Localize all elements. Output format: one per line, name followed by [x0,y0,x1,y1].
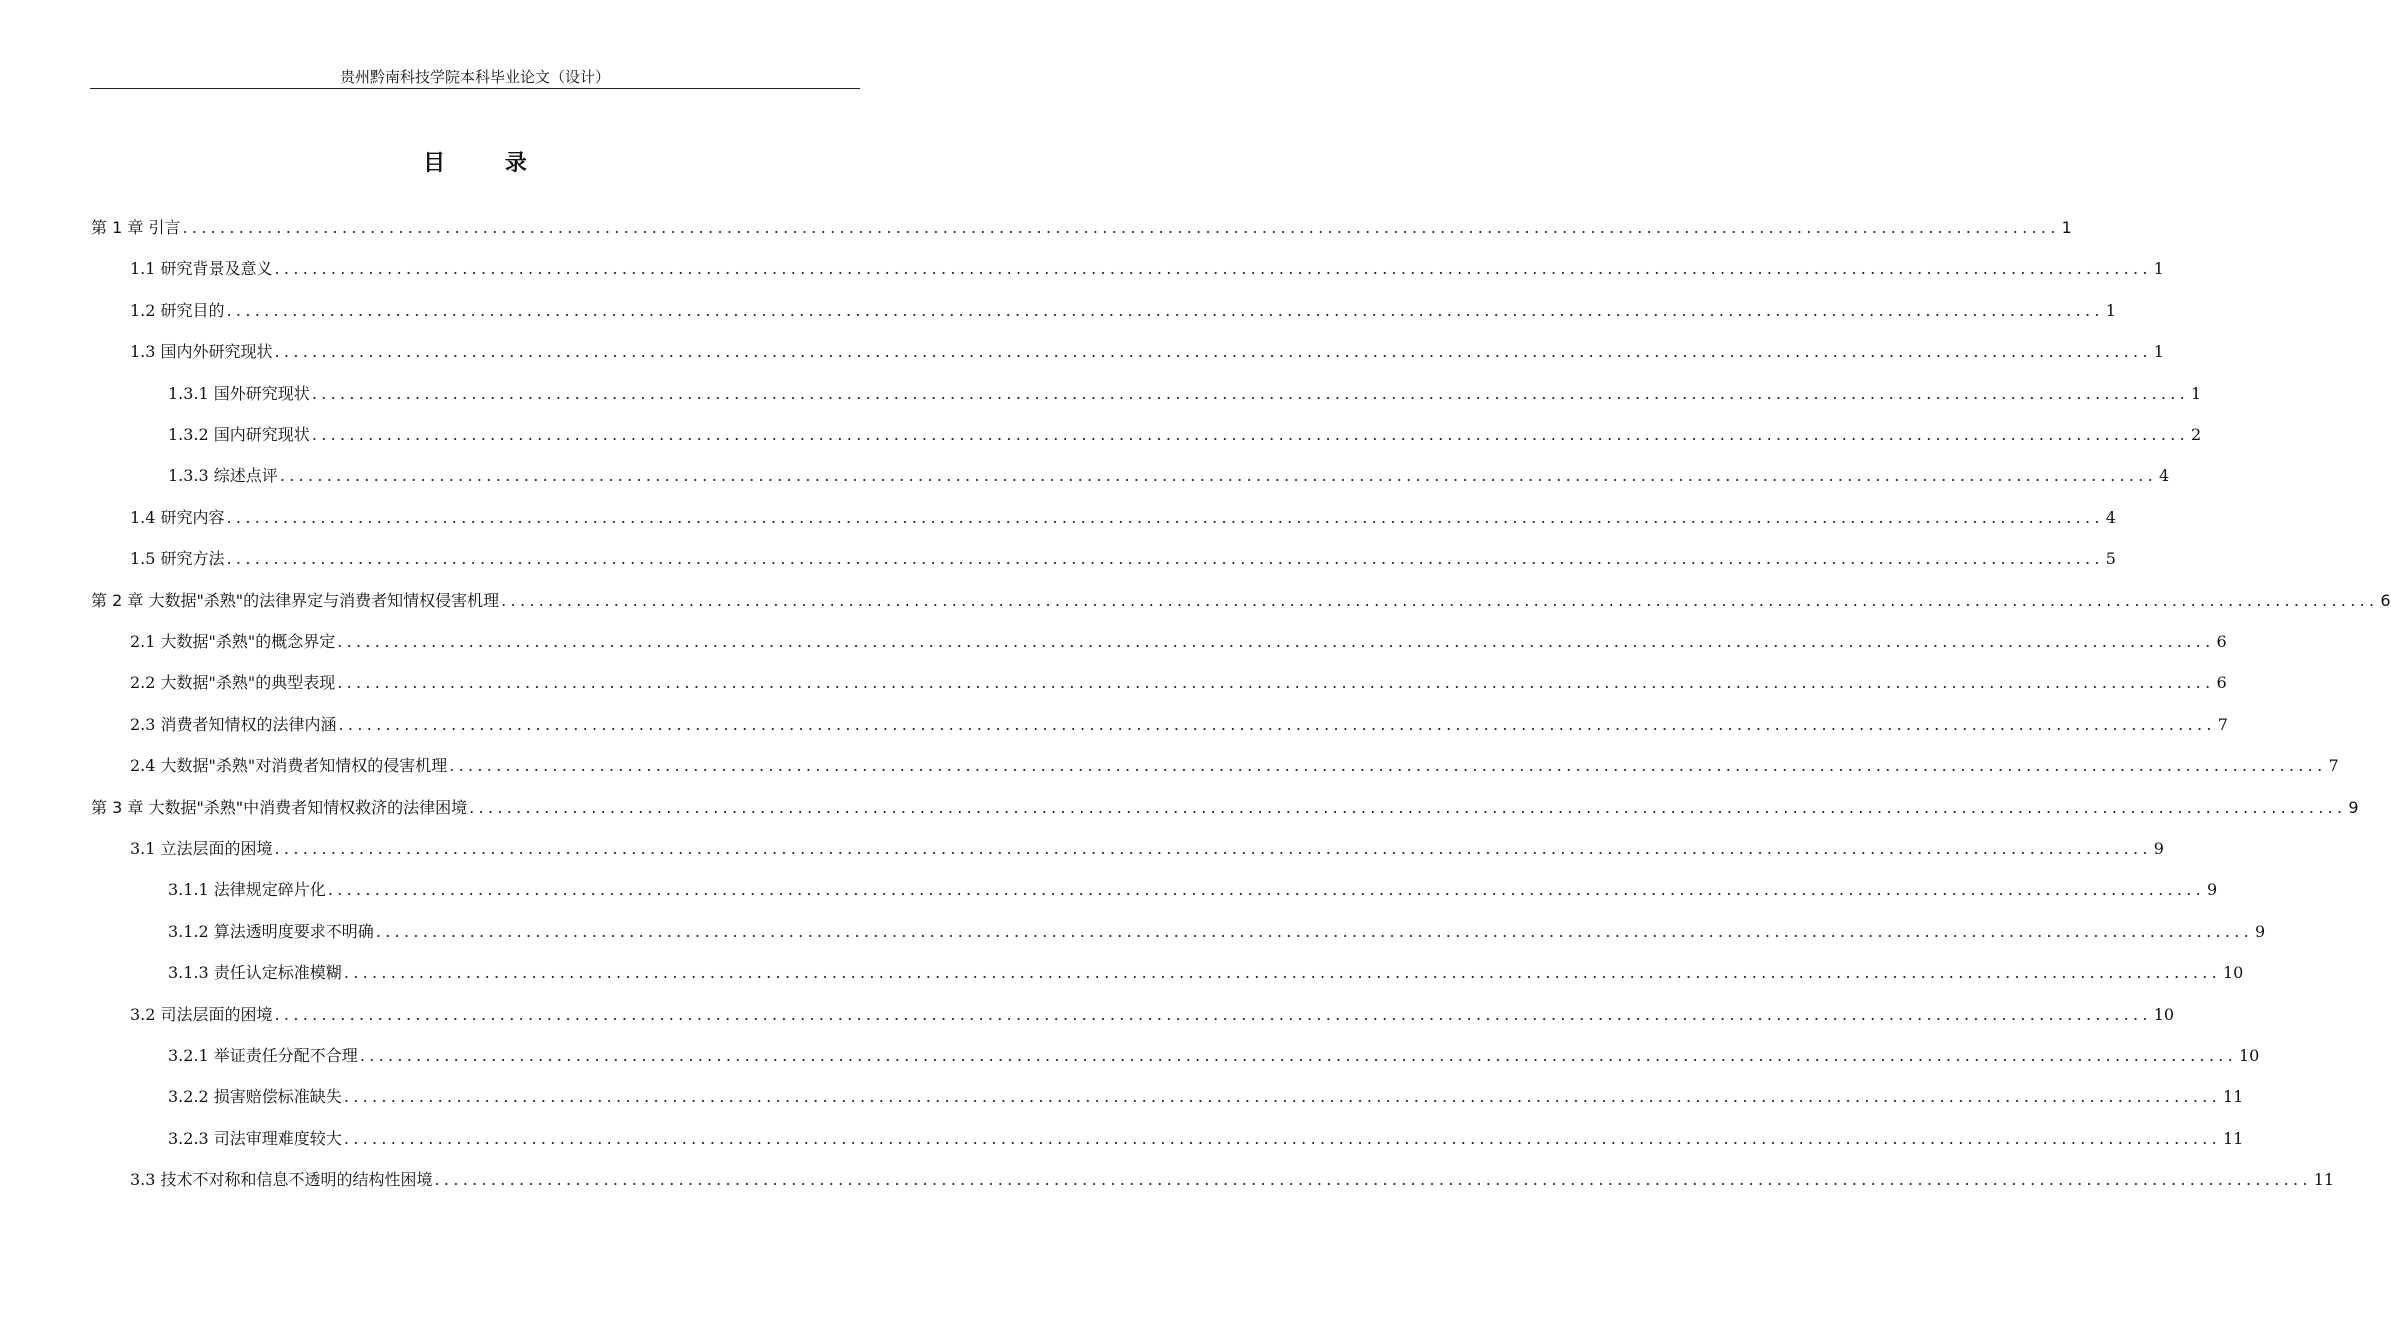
toc-entry[interactable] [130,630,2227,654]
toc-leader-dots: ........................................................................................................................................................................................................ [337,673,2215,692]
toc-entry-page: 9 [2207,880,2218,899]
toc-leader-dots: ........................................................................................................................................................................................................ [274,1005,2152,1024]
toc-entry[interactable] [130,506,2116,530]
toc-entry-page: 1 [2153,259,2164,278]
toc-entry[interactable] [130,1168,2335,1192]
toc-leader-dots: ........................................................................................................................................................................................................ [274,259,2152,278]
toc-entry-title: 3.1.1 法律规定碎片化 [168,880,326,899]
toc-entry-page: 6 [2380,591,2391,610]
toc-entry-page: 5 [2105,549,2116,568]
toc-entry-title: 1.3.2 国内研究现状 [168,425,310,444]
toc-entry[interactable] [130,547,2116,571]
toc-entry-page: 9 [2153,839,2164,858]
toc-entry-title: 2.1 大数据"杀熟"的概念界定 [130,632,336,651]
toc-entry-title: 3.1 立法层面的困境 [130,839,273,858]
toc-entry-page: 1 [2105,301,2116,320]
toc-entry[interactable] [168,1044,2260,1068]
toc-entry-title: 1.5 研究方法 [130,549,225,568]
toc-entry-page: 7 [2328,756,2339,775]
toc-entry-title: 第 2 章 大数据"杀熟"的法律界定与消费者知情权侵害机理 [91,591,500,610]
toc-entry-title: 1.1 研究背景及意义 [130,259,273,278]
toc-entry[interactable] [130,257,2164,281]
toc-entry-page: 4 [2105,508,2116,527]
toc-entry-title: 3.2.2 损害赔偿标准缺失 [168,1087,342,1106]
toc-leader-dots: ........................................................................................................................................................................................................ [327,880,2205,899]
toc-entry-page: 11 [2223,1129,2244,1148]
toc-entry[interactable] [168,961,2244,985]
toc-leader-dots: ........................................................................................................................................................................................................ [359,1046,2237,1065]
toc-entry-title: 3.1.3 责任认定标准模糊 [168,963,342,982]
toc-entry-title: 3.2 司法层面的困境 [130,1005,273,1024]
toc-entry-title: 1.3.1 国外研究现状 [168,384,310,403]
toc-entry-title: 1.4 研究内容 [130,508,225,527]
toc-leader-dots: ........................................................................................................................................................................................................ [182,218,2060,237]
toc-entry[interactable] [91,589,2391,613]
toc-entry[interactable] [130,340,2164,364]
toc-entry-page: 7 [2217,715,2228,734]
toc-leader-dots: ........................................................................................................................................................................................................ [337,632,2215,651]
toc-entry[interactable] [91,796,2359,820]
toc-entry-page: 6 [2216,632,2227,651]
toc-entry[interactable] [130,671,2227,695]
toc-leader-dots: ........................................................................................................................................................................................................ [279,466,2157,485]
toc-entry-page: 9 [2255,922,2266,941]
toc-leader-dots: ........................................................................................................................................................................................................ [375,922,2253,941]
toc-entry[interactable] [168,464,2170,488]
toc-entry-page: 1 [2061,218,2072,237]
toc-entry-title: 2.4 大数据"杀熟"对消费者知情权的侵害机理 [130,756,448,775]
toc-entry[interactable] [168,423,2202,447]
toc-leader-dots: ........................................................................................................................................................................................................ [338,715,2216,734]
toc-entry-title: 3.3 技术不对称和信息不透明的结构性困境 [130,1170,433,1189]
toc-leader-dots: ........................................................................................................................................................................................................ [311,384,2189,403]
toc-entry[interactable] [130,713,2228,737]
toc-entry-page: 2 [2191,425,2202,444]
toc-entry-page: 10 [2223,963,2244,982]
toc-entry-title: 1.3 国内外研究现状 [130,342,273,361]
toc-entry-title: 1.3.3 综述点评 [168,466,278,485]
toc-entry-page: 11 [2313,1170,2335,1189]
toc-entry[interactable] [130,1003,2175,1027]
toc-entry-page: 11 [2223,1087,2244,1106]
toc-leader-dots: ........................................................................................................................................................................................................ [501,591,2379,610]
toc-entry[interactable] [91,216,2072,240]
toc-leader-dots: ........................................................................................................................................................................................................ [449,756,2327,775]
toc-entry[interactable] [168,1085,2244,1109]
page-header: 贵州黔南科技学院本科毕业论文（设计） [90,68,860,89]
toc-entry[interactable] [168,920,2266,944]
toc-entry-title: 3.2.3 司法审理难度较大 [168,1129,342,1148]
toc-entry[interactable] [130,754,2339,778]
toc-leader-dots: ........................................................................................................................................................................................................ [343,1129,2221,1148]
toc-leader-dots: ........................................................................................................................................................................................................ [274,839,2152,858]
toc-entry-title: 1.2 研究目的 [130,301,225,320]
toc-leader-dots: ........................................................................................................................................................................................................ [274,342,2152,361]
toc-entry-title: 3.1.2 算法透明度要求不明确 [168,922,374,941]
toc-entry-page: 6 [2216,673,2227,692]
toc-title: 目 录 [423,150,553,176]
toc-entry[interactable] [168,878,2218,902]
toc-entry-page: 1 [2153,342,2164,361]
toc-entry-title: 2.3 消费者知情权的法律内涵 [130,715,337,734]
toc-entry-title: 第 3 章 大数据"杀熟"中消费者知情权救济的法律困境 [91,798,468,817]
toc-entry-title: 2.2 大数据"杀熟"的典型表现 [130,673,336,692]
toc-leader-dots: ........................................................................................................................................................................................................ [343,1087,2221,1106]
toc-entry-title: 3.2.1 举证责任分配不合理 [168,1046,358,1065]
toc-leader-dots: ........................................................................................................................................................................................................ [226,508,2104,527]
toc-entry-page: 10 [2239,1046,2260,1065]
toc-leader-dots: ........................................................................................................................................................................................................ [226,301,2104,320]
toc-entry[interactable] [168,382,2202,406]
toc-leader-dots: ........................................................................................................................................................................................................ [311,425,2189,444]
toc-entry-page: 10 [2153,1005,2175,1024]
toc-leader-dots: ........................................................................................................................................................................................................ [226,549,2104,568]
toc-entry[interactable] [130,299,2116,323]
toc-leader-dots: ........................................................................................................................................................................................................ [434,1170,2312,1189]
toc-leader-dots: ........................................................................................................................................................................................................ [469,798,2347,817]
toc-entry-page: 9 [2348,798,2359,817]
toc-entry[interactable] [168,1127,2244,1151]
toc-entry[interactable] [130,837,2164,861]
toc-entry-title: 第 1 章 引言 [91,218,181,237]
toc-leader-dots: ........................................................................................................................................................................................................ [343,963,2221,982]
toc-entry-page: 1 [2191,384,2202,403]
toc-entry-page: 4 [2159,466,2170,485]
